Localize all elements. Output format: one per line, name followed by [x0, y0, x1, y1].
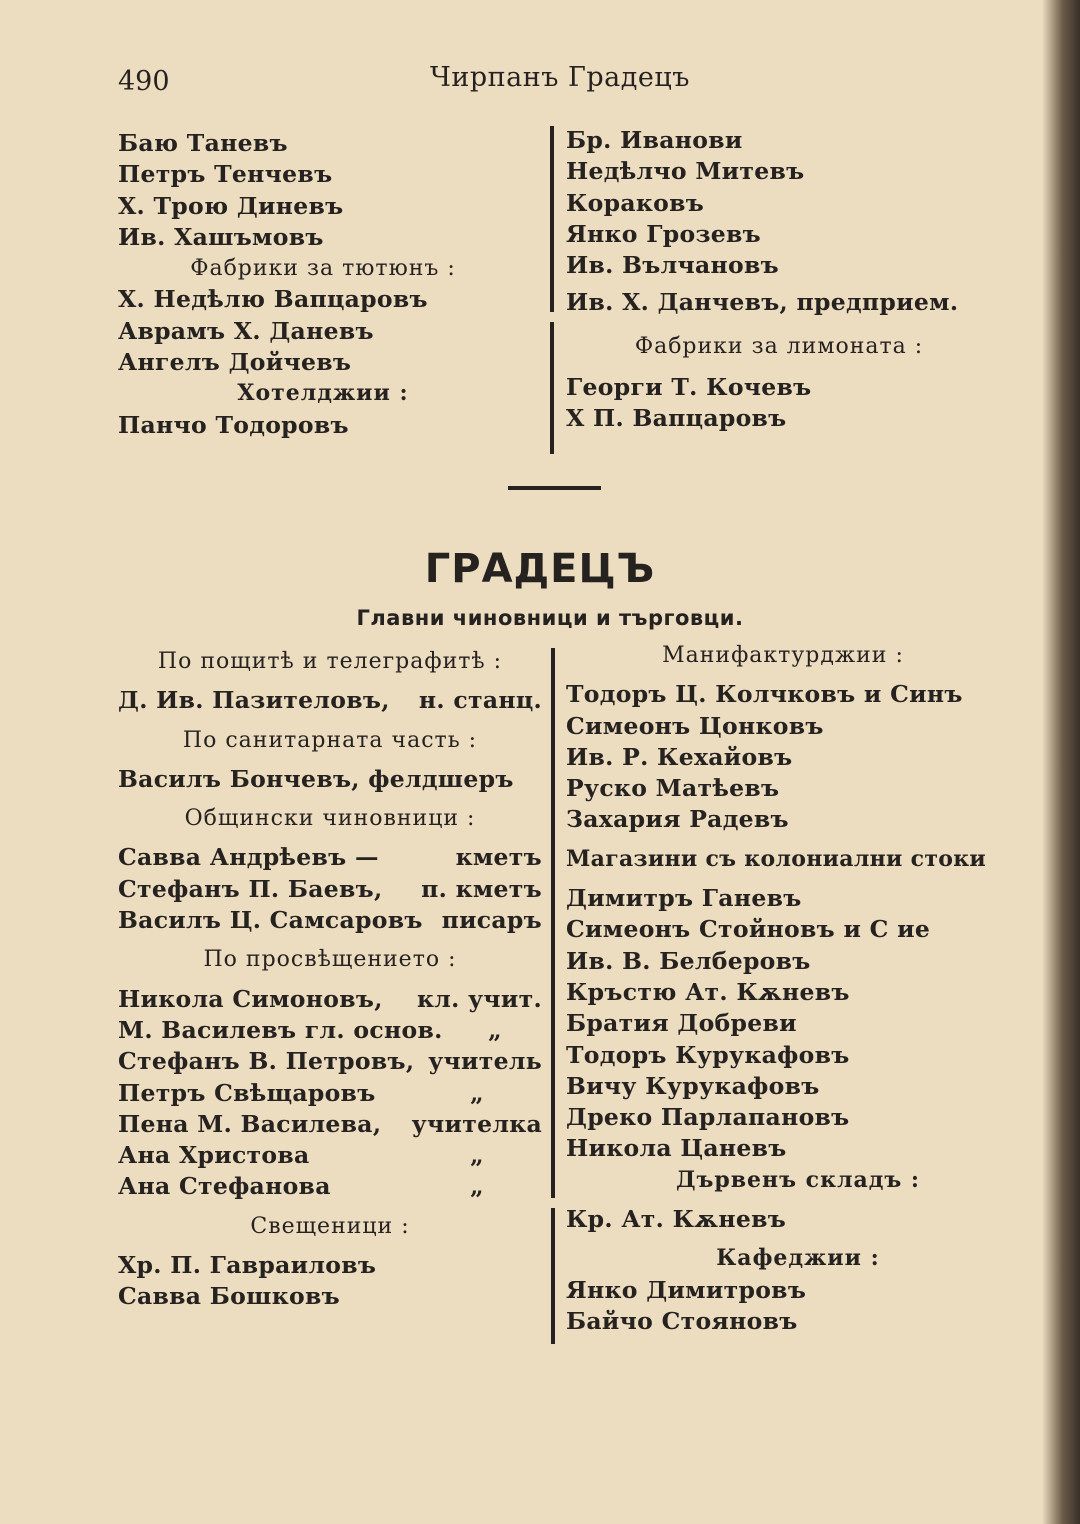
list-item — [118, 1171, 542, 1202]
person-role: н. станц. — [418, 686, 542, 715]
list-item: Димитръ Ганевъ — [566, 884, 802, 913]
list-item: Ив. В. Белберовъ — [566, 946, 811, 975]
list-item — [118, 1046, 542, 1077]
person-role: „ — [470, 1141, 484, 1170]
top-right-column — [566, 125, 986, 435]
column-divider — [551, 648, 555, 1198]
person-name: Никола Симоновъ, — [118, 984, 383, 1013]
section-heading-lemonade: Фабрики за лимоната : — [634, 333, 924, 359]
list-item: Петръ Тенчевъ — [118, 160, 333, 189]
running-title: Чирпанъ Градецъ — [430, 62, 690, 93]
person-name: Стефанъ В. Петровъ, — [118, 1047, 415, 1076]
section-heading-post: По пощитѣ и телеграфитѣ : — [157, 649, 503, 674]
list-item: Симеонъ Цонковъ — [566, 711, 824, 740]
section-heading-cafe: Кафеджии : — [716, 1245, 880, 1272]
person-role: „ — [470, 1078, 484, 1107]
list-item: Никола Цаневъ — [566, 1134, 787, 1163]
list-item: Баю Таневъ — [118, 129, 288, 157]
list-item: Янко Димитровъ — [566, 1275, 807, 1304]
section-heading-education: По просвѣщението : — [203, 947, 457, 973]
list-item: Кр. Ат. Кѫневъ — [566, 1205, 787, 1234]
list-item: Ив. Р. Кехайовъ — [566, 742, 793, 771]
page-number: 490 — [118, 66, 170, 97]
list-item: Василъ Бончевъ, фелдшеръ — [118, 764, 514, 793]
list-item: Симеонъ Стойновъ и С ие — [566, 915, 931, 944]
list-item: Х. Трою Диневъ — [118, 191, 344, 220]
list-item — [118, 984, 542, 1015]
list-item: Янко Грозевъ — [566, 219, 761, 248]
list-item: Ив. Вълчановъ — [566, 251, 779, 280]
list-item: Дреко Парлапановъ — [566, 1103, 850, 1132]
person-role: кметъ — [455, 843, 542, 872]
person-role: п. кметъ — [421, 874, 542, 903]
section-subtitle: Главни чиновници и търговци. — [356, 606, 744, 630]
list-item: Ангелъ Дойчевъ — [118, 348, 352, 377]
list-item — [118, 1109, 542, 1140]
section-heading-hotels: Хотелджии : — [237, 380, 409, 407]
section-heading-manufacture: Манифактурджии : — [662, 643, 904, 668]
person-name: Василъ Ц. Самсаровъ — [118, 906, 423, 935]
list-item: Вичу Курукафовъ — [566, 1071, 820, 1100]
section-heading-priests: Свещеници : — [250, 1213, 410, 1239]
person-role: кл. учит. — [416, 984, 542, 1013]
list-item — [118, 874, 542, 905]
person-role: учителка — [411, 1109, 542, 1138]
list-item: Тодоръ Курукафовъ — [566, 1040, 850, 1069]
list-item — [118, 842, 542, 873]
list-item: Кръстю Ат. Кѫневъ — [566, 977, 850, 1006]
section-heading-sanitary: По санитарната часть : — [182, 727, 478, 753]
section-heading-timber: Дървенъ складъ : — [675, 1166, 921, 1193]
list-item: Тодоръ Ц. Колчковъ и Синъ — [566, 680, 963, 709]
list-item — [118, 1140, 542, 1171]
list-item: Х П. Вапцаровъ — [566, 404, 787, 433]
person-name: Д. Ив. Пазителовъ, — [118, 686, 390, 715]
person-role: учитель — [428, 1047, 542, 1076]
list-item — [118, 1078, 542, 1109]
list-item: Руско Матѣевъ — [566, 774, 780, 803]
list-item: Братия Добреви — [566, 1009, 797, 1038]
list-item — [118, 1015, 542, 1046]
list-item: Панчо Тодоровъ — [118, 410, 349, 439]
person-name: Савва Андрѣевъ — — [118, 843, 379, 872]
list-item: Х. Недѣлю Вапцаровъ — [118, 285, 428, 314]
person-role: писаръ — [441, 906, 542, 935]
list-item: Недѣлчо Митевъ — [566, 157, 805, 186]
person-name: Ана Стефанова — [118, 1172, 331, 1201]
list-item — [118, 685, 542, 716]
section-heading-colonial: Магазини съ колониални стоки — [566, 845, 987, 872]
section-heading-tobacco: Фабрики за тютюнъ : — [190, 256, 456, 282]
list-item: Ив. Х. Данчевъ, предприем. — [566, 288, 959, 317]
list-item: Аврамъ Х. Даневъ — [118, 316, 374, 345]
column-divider — [550, 126, 554, 312]
list-item: Бр. Иванови — [566, 126, 743, 154]
gradets-right-column — [566, 640, 1000, 1337]
person-name: Стефанъ П. Баевъ, — [118, 874, 383, 903]
person-name: Ана Христова — [118, 1141, 310, 1170]
column-divider — [551, 1208, 555, 1344]
list-item: Савва Бошковъ — [118, 1282, 340, 1311]
list-item — [118, 905, 542, 936]
section-title: ГРАДЕЦЪ — [424, 546, 656, 592]
person-role: „ — [470, 1172, 484, 1201]
section-divider-rule — [508, 486, 601, 490]
list-item: Кораковъ — [566, 188, 705, 217]
person-name: Пена М. Василева, — [118, 1109, 382, 1138]
person-name: Петръ Свѣщаровъ — [118, 1078, 376, 1107]
list-item: Ив. Хашъмовъ — [118, 222, 324, 251]
person-name: М. Василевъ гл. основ. — [118, 1015, 443, 1044]
list-item: Захария Радевъ — [566, 805, 789, 834]
list-item: Георги Т. Кочевъ — [566, 373, 812, 402]
gradets-left-column — [118, 646, 542, 1313]
top-left-column — [118, 128, 498, 441]
section-heading-municipal: Общински чиновници : — [184, 806, 476, 832]
list-item: Байчо Стояновъ — [566, 1306, 798, 1335]
page-header — [0, 62, 1080, 102]
person-role: „ — [488, 1015, 502, 1044]
page-edge-shadow — [1042, 0, 1080, 1524]
list-item: Хр. П. Гавраиловъ — [118, 1251, 377, 1280]
column-divider — [550, 322, 554, 454]
